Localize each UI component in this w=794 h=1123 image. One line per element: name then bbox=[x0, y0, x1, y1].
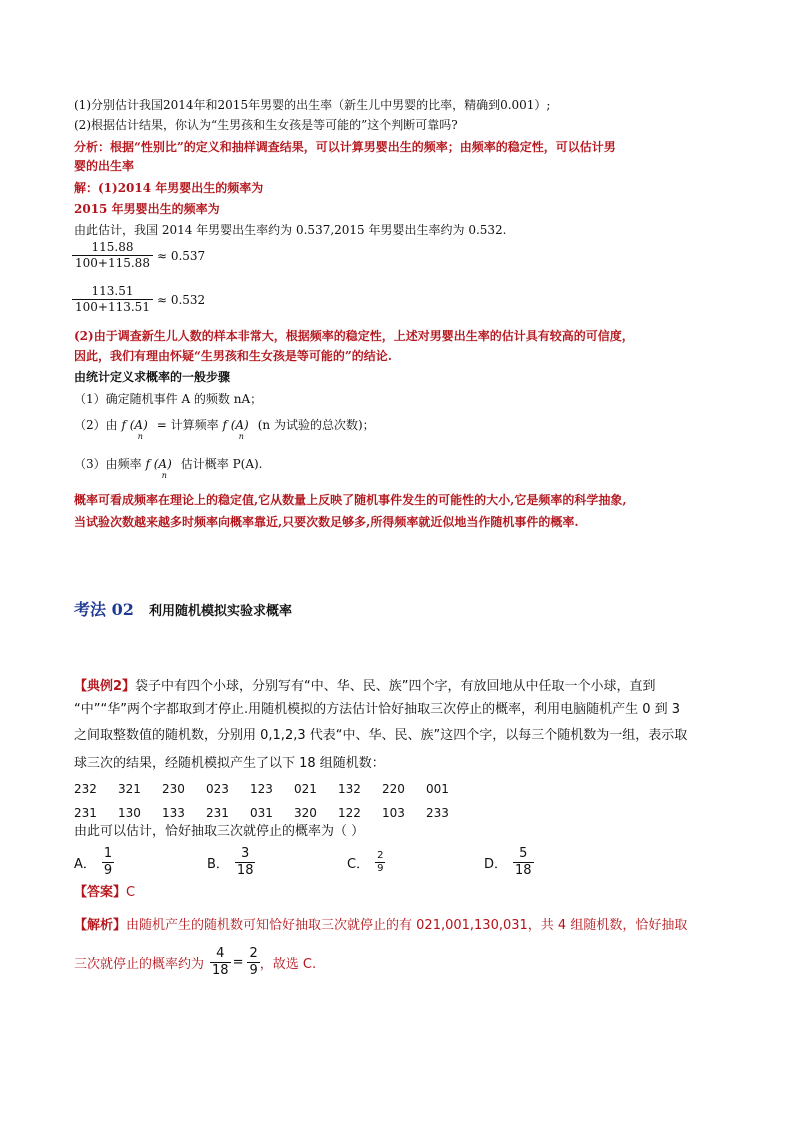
example-line-1 bbox=[74, 678, 656, 696]
analysis-tag: 【解析】 bbox=[74, 918, 127, 933]
step-3 bbox=[74, 456, 263, 480]
solution-line-2: 2015 年男婴出生的频率为 bbox=[74, 202, 220, 216]
random-number: 103 bbox=[382, 806, 405, 820]
option-d bbox=[484, 846, 534, 879]
option-c bbox=[347, 850, 385, 875]
step-2-prefix: （2）由 bbox=[74, 418, 118, 432]
example-question: 由此可以估计，恰好抽取三次就停止的概率为（ ） bbox=[74, 824, 365, 839]
option-denominator: 18 bbox=[236, 863, 254, 878]
analysis-text: ，故选 C. bbox=[259, 957, 317, 972]
fraction-denominator: 100+113.51 bbox=[72, 299, 153, 315]
example-tag: 【典例2】 bbox=[74, 679, 136, 694]
fraction-2015 bbox=[72, 284, 205, 315]
analysis-line-2: 婴的出生率 bbox=[74, 159, 135, 173]
random-number: 123 bbox=[250, 782, 273, 796]
note-line-1: 概率可看成频率在理论上的稳定值,它从数量上反映了随机事件发生的可能性的大小,它是频率的科学抽象, bbox=[74, 493, 627, 507]
analysis-line-2 bbox=[74, 946, 316, 979]
solution-line-3: 由此估计，我国 2014 年男婴出生率约为 0.537,2015 年男婴出生率约为 0.532. bbox=[74, 223, 507, 237]
step-3-prefix: （3）由频率 bbox=[74, 457, 142, 471]
step-3-suffix: 估计概率 P(A). bbox=[180, 457, 263, 471]
random-number: 230 bbox=[162, 782, 185, 796]
frequency-symbol: f (A) bbox=[121, 418, 148, 432]
section-name: 利用随机模拟实验求概率 bbox=[148, 604, 292, 619]
fraction-approx: ≈ 0.537 bbox=[156, 248, 206, 263]
solution-line-4: (2)由于调查新生儿人数的样本非常大，根据频率的稳定性，上述对男婴出生率的估计具有较高的可信度， bbox=[74, 329, 634, 343]
step-1: （1）确定随机事件 A 的频数 nA； bbox=[74, 392, 263, 406]
analysis-text: 三次就停止的概率约为 bbox=[74, 957, 205, 972]
option-b bbox=[207, 846, 255, 879]
solution-line-1: 解：(1)2014 年男婴出生的频率为 bbox=[74, 181, 264, 195]
steps-title: 由统计定义求概率的一般步骤 bbox=[74, 370, 231, 384]
example-text: 袋子中有四个小球，分别写有“中、华、民、族”四个字，有放回地从中任取一个小球，直到 bbox=[135, 679, 656, 694]
question-2: (2)根据估计结果，你认为“生男孩和生女孩是等可能的”这个判断可靠吗? bbox=[74, 118, 458, 132]
random-number: 321 bbox=[118, 782, 141, 796]
random-number: 232 bbox=[74, 782, 97, 796]
fraction-denominator: 100+115.88 bbox=[72, 255, 153, 271]
analysis-line-1: 分析：根据“性别比”的定义和抽样调查结果，可以计算男婴出生的频率；由频率的稳定性，可以估计男 bbox=[74, 140, 616, 154]
subscript-n: n bbox=[137, 432, 143, 441]
analysis-denominator: 9 bbox=[249, 963, 258, 978]
random-number: 132 bbox=[338, 782, 361, 796]
step-2-middle: = 计算频率 bbox=[156, 418, 219, 432]
option-denominator: 9 bbox=[103, 863, 113, 878]
answer-tag: 【答案】 bbox=[74, 885, 127, 900]
fraction-numerator: 113.51 bbox=[91, 284, 134, 298]
section-tag: 考法 02 bbox=[74, 600, 134, 619]
analysis-line-1 bbox=[74, 917, 687, 935]
option-label: C． bbox=[347, 857, 370, 872]
frequency-symbol: f (A) bbox=[145, 457, 172, 471]
random-number: 023 bbox=[206, 782, 229, 796]
random-number: 001 bbox=[426, 782, 449, 796]
option-numerator: 1 bbox=[103, 846, 113, 861]
question-1: (1)分别估计我国2014年和2015年男婴的出生率（新生儿中男婴的比率，精确到0.001）; bbox=[74, 98, 551, 112]
random-number: 233 bbox=[426, 806, 449, 820]
fraction-2014 bbox=[72, 240, 205, 271]
option-numerator: 2 bbox=[377, 850, 384, 861]
random-number: 133 bbox=[162, 806, 185, 820]
subscript-n: n bbox=[238, 432, 244, 441]
option-a bbox=[74, 846, 114, 879]
answer-value: C bbox=[126, 885, 136, 900]
random-number: 231 bbox=[74, 806, 97, 820]
option-label: A． bbox=[74, 857, 96, 872]
fraction-numerator: 115.88 bbox=[91, 240, 134, 254]
option-denominator: 9 bbox=[377, 863, 384, 874]
option-numerator: 3 bbox=[241, 846, 250, 861]
analysis-numerator: 4 bbox=[216, 946, 225, 961]
random-number: 220 bbox=[382, 782, 405, 796]
example-line-4: 球三次的结果，经随机模拟产生了以下 18 组随机数： bbox=[74, 756, 385, 771]
solution-line-5: 因此，我们有理由怀疑“生男孩和生女孩是等可能的”的结论. bbox=[74, 349, 392, 363]
random-number: 231 bbox=[206, 806, 229, 820]
option-label: B． bbox=[207, 857, 229, 872]
random-number: 122 bbox=[338, 806, 361, 820]
random-number: 130 bbox=[118, 806, 141, 820]
equals-sign: = bbox=[232, 955, 244, 970]
random-number: 021 bbox=[294, 782, 317, 796]
random-number: 320 bbox=[294, 806, 317, 820]
section-title bbox=[74, 600, 292, 622]
random-number: 031 bbox=[250, 806, 273, 820]
step-2-suffix: (n 为试验的总次数)； bbox=[257, 418, 375, 432]
example-line-3: 之间取整数值的随机数，分别用 0,1,2,3 代表“中、华、民、族”这四个字，以每三个随机数为一组，表示取 bbox=[74, 728, 688, 743]
note-line-2: 当试验次数越来越多时频率向概率靠近,只要次数足够多,所得频率就近似地当作随机事件的概率. bbox=[74, 515, 579, 529]
step-2 bbox=[74, 417, 375, 441]
option-denominator: 18 bbox=[515, 863, 532, 878]
example-line-2: “中”“华”两个字都取到才停止.用随机模拟的方法估计恰好抽取三次停止的概率，利用电脑随机产生 0 到 3 bbox=[74, 702, 681, 717]
frequency-symbol: f (A) bbox=[222, 418, 249, 432]
analysis-numerator: 2 bbox=[249, 946, 258, 961]
random-numbers-row-2 bbox=[74, 806, 470, 820]
answer bbox=[74, 884, 135, 902]
option-label: D． bbox=[484, 857, 508, 872]
analysis-denominator: 18 bbox=[212, 963, 229, 978]
fraction-approx: ≈ 0.532 bbox=[156, 292, 206, 307]
random-numbers-row-1 bbox=[74, 782, 470, 796]
option-numerator: 5 bbox=[519, 846, 528, 861]
subscript-n: n bbox=[161, 471, 167, 480]
analysis-text: 由随机产生的随机数可知恰好抽取三次就停止的有 021,001,130,031，共 4 组随机数，恰好抽取 bbox=[126, 918, 688, 933]
